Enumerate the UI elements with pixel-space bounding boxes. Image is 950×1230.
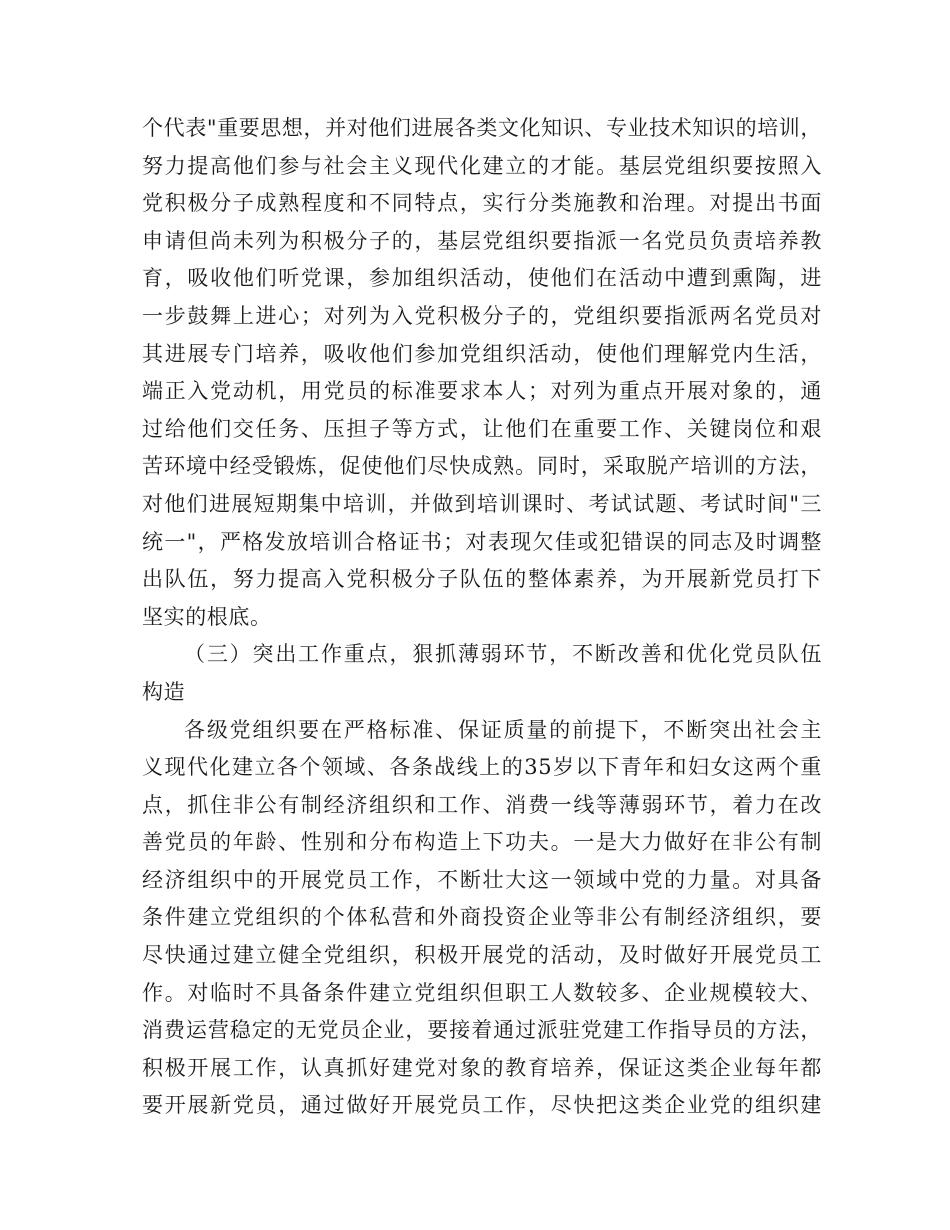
text-line: 尽快通过建立健全党组织，积极开展党的活动，及时做好开展党员工 — [142, 943, 822, 968]
text-line: 一步鼓舞上进心；对列为入党积极分子的，党组织要指派两名党员对 — [142, 303, 822, 328]
text-line: 义现代化建立各个领域、各条战线上的35岁以下青年和妇女这两个重 — [142, 755, 822, 780]
text-line: 其进展专门培养，吸收他们参加党组织活动，使他们理解党内生活， — [142, 341, 822, 366]
text-line: 要开展新党员，通过做好开展党员工作，尽快把这类企业党的组织建 — [142, 1093, 822, 1118]
text-line: 善党员的年龄、性别和分布构造上下功夫。一是大力做好在非公有制 — [142, 830, 822, 855]
paragraph-first-line: 各级党组织要在严格标准、保证质量的前提下，不断突出社会主 — [184, 717, 822, 742]
text-line: 条件建立党组织的个体私营和外商投资企业等非公有制经济组织，要 — [142, 905, 822, 930]
body-text — [142, 110, 822, 1125]
text-line: 坚实的根底。 — [142, 604, 272, 629]
text-line: 过给他们交任务、压担子等方式，让他们在重要工作、关键岗位和艰 — [142, 416, 822, 441]
text-line: 申请但尚未列为积极分子的，基层党组织要指派一名党员负责培养教 — [142, 228, 822, 253]
text-line: 积极开展工作，认真抓好建党对象的教育培养，保证这类企业每年都 — [142, 1055, 822, 1080]
text-line: 点，抓住非公有制经济组织和工作、消费一线等薄弱环节，着力在改 — [142, 792, 822, 817]
paragraph-first-line: （三）突出工作重点，狠抓薄弱环节，不断改善和优化党员队伍 — [184, 642, 822, 667]
text-line: 消费运营稳定的无党员企业，要接着通过派驻党建工作指导员的方法， — [142, 1018, 822, 1043]
text-line: 党积极分子成熟程度和不同特点，实行分类施教和治理。对提出书面 — [142, 191, 822, 216]
text-line: 努力提高他们参与社会主义现代化建立的才能。基层党组织要按照入 — [142, 153, 822, 178]
text-line: 端正入党动机，用党员的标准要求本人；对列为重点开展对象的，通 — [142, 379, 822, 404]
text-line: 育，吸收他们听党课，参加组织活动，使他们在活动中遭到熏陶，进 — [142, 266, 822, 291]
text-line: 统一"，严格发放培训合格证书；对表现欠佳或犯错误的同志及时调整 — [142, 529, 822, 554]
text-line: 经济组织中的开展党员工作，不断壮大这一领域中党的力量。对具备 — [142, 867, 822, 892]
text-line: 作。对临时不具备条件建立党组织但职工人数较多、企业规模较大、 — [142, 980, 822, 1005]
text-line: 个代表"重要思想，并对他们进展各类文化知识、专业技术知识的培训， — [142, 116, 822, 140]
text-line: 对他们进展短期集中培训，并做到培训课时、考试试题、考试时间"三 — [142, 491, 822, 516]
text-line: 出队伍，努力提高入党积极分子队伍的整体素养，为开展新党员打下 — [142, 567, 822, 592]
text-line: 苦环境中经受锻炼，促使他们尽快成熟。同时，采取脱产培训的方法， — [142, 454, 822, 479]
text-line: 构造 — [142, 679, 186, 704]
